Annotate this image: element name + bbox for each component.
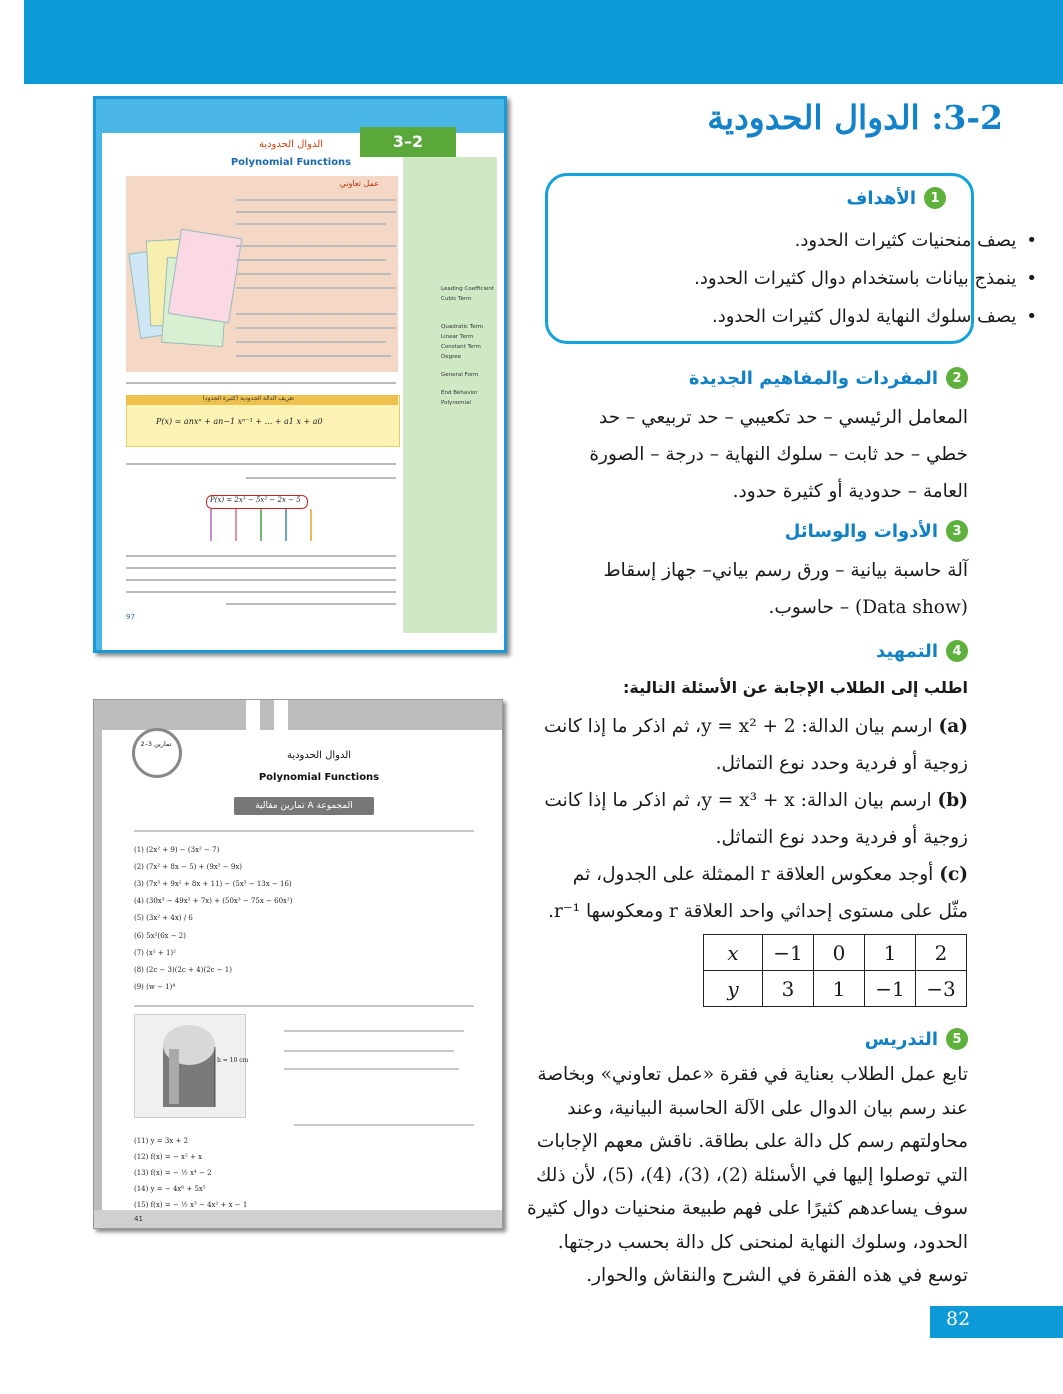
section-title: التمهيد [876, 640, 938, 662]
objectives-heading [846, 187, 946, 209]
objective-item: • يصف سلوك النهاية لدوال كثيرات الحدود. [712, 306, 1037, 327]
text-line: الحدود، وسلوك النهاية لمنحنى كل دالة بحسب درجتها. [557, 1231, 968, 1253]
exercise-item: (13) f(x) = − ½ x⁴ − 2 [134, 1169, 212, 1177]
table-cell: −1 [763, 935, 814, 971]
exercise-item: (14) y = − 4x⁶ + 5x⁵ [134, 1185, 206, 1193]
table-row [704, 971, 967, 1007]
exercise-item: (6) 5x²(6x − 2) [134, 932, 186, 940]
warmup-intro: اطلب إلى الطلاب الإجابة عن الأسئلة التالية: [623, 678, 968, 697]
exercise-item: (4) (30x³ − 49x² + 7x) + (50x³ − 75x − 60x²) [134, 897, 293, 905]
objective-item: • ينمذج بيانات باستخدام دوال كثيرات الحدود. [694, 268, 1037, 289]
thumbnail-title-ar: الدوال الحدودية [258, 139, 324, 150]
exercise-item: (1) (2x² + 9) − (3x² − 7) [134, 846, 220, 854]
thumbnail-title-en: Polynomial Functions [230, 157, 352, 168]
table-cell: 0 [814, 935, 865, 971]
question-a [528, 708, 968, 782]
exercise-item: (12) f(x) = − x² + x [134, 1153, 203, 1161]
lesson-badge: 3–2 [360, 127, 456, 157]
definition-heading: تعريف الدالة الحدودية (كثيرة الحدود) [202, 395, 294, 402]
exercise-group-label: المجموعة A تمارين مقالية [234, 797, 374, 815]
vocabulary-text [538, 399, 968, 510]
thumbnail-left-band [94, 730, 102, 1229]
text-line: ارسم بيان الدالة: y = x³ + x، ثم اذكر ما إذا كانت [544, 790, 932, 811]
section-number: 2 [946, 367, 968, 389]
exercise-item: (5) (3x² + 4x) / 6 [134, 914, 193, 922]
graph-cards-image [134, 229, 232, 359]
exercise-title-ar: الدوال الحدودية [286, 750, 352, 761]
exercise-item: (3) (7x³ + 9x² + 8x + 11) − (5x³ − 13x − 16) [134, 880, 292, 888]
cylinder-photo [134, 1014, 249, 1118]
exercise-page-number: 41 [134, 1215, 143, 1223]
exercise-item: (15) f(x) = − ½ x³ − 4x² + x − 1 [134, 1201, 248, 1209]
relation-table [703, 934, 967, 1007]
section-title: المفردات والمفاهيم الجديدة [688, 367, 938, 389]
header-band [24, 0, 1063, 84]
table-cell: −1 [865, 971, 916, 1007]
question-label: (b) [937, 790, 968, 811]
text-line: العامة – حدودية أو كثيرة حدود. [732, 481, 968, 502]
text-line: أوجد معكوس العلاقة r الممثلة على الجدول، ثم [572, 864, 934, 885]
section-number: 1 [924, 187, 946, 209]
text-line: تابع عمل الطلاب بعناية في فقرة «عمل تعاوني» وبخاصة [537, 1064, 968, 1085]
text-line: عند رسم بيان الدوال على الآلة الحاسبة البيانية، وعند [567, 1097, 968, 1119]
table-cell: 1 [865, 935, 916, 971]
text-line: آلة حاسبة بيانية – ورق رسم بياني– جهاز إسقاط [603, 560, 968, 581]
section-number: 5 [946, 1028, 968, 1050]
text-line: (Data show) – حاسوب. [768, 597, 968, 618]
table-row [704, 935, 967, 971]
table-cell: −3 [916, 971, 967, 1007]
exercise-item: (11) y = 3x + 2 [134, 1137, 189, 1145]
text-line: المعامل الرئيسي – حد تكعيبي – حد تربيعي – حد [598, 407, 968, 428]
vocabulary-heading [689, 367, 968, 389]
text-line: زوجية أو فردية وحدد نوع التماثل. [715, 827, 968, 848]
section-number: 3 [946, 520, 968, 542]
text-line: خطي – حد ثابت – سلوك النهاية – درجة – الصورة [589, 444, 968, 465]
exercise-page-thumbnail [93, 699, 503, 1229]
polynomial-formula: P(x) = anxⁿ + an−1 xⁿ⁻¹ + ... + a1 x + a0 [156, 417, 323, 426]
student-page-number: 97 [126, 613, 135, 621]
text-line: ارسم بيان الدالة: y = x² + 2، ثم اذكر ما إذا كانت [544, 716, 933, 737]
question-c [528, 856, 968, 930]
section-title: التدريس [864, 1028, 938, 1050]
section-number: 4 [946, 640, 968, 662]
table-header-y: y [704, 971, 763, 1007]
page-number: 82 [946, 1308, 971, 1330]
question-label: (c) [939, 864, 968, 885]
thumbnail-top-band [94, 700, 502, 730]
coop-heading: عمل تعاوني [339, 179, 379, 188]
teaching-heading [865, 1028, 968, 1050]
exercise-item: (8) (2c − 3)(2c + 4)(2c − 1) [134, 966, 232, 974]
text-line: التي توصلوا إليها في الأسئلة (2)، (3)، (4)، (5)، لأن ذلك [536, 1164, 968, 1186]
exercise-item: (9) (w − 1)⁴ [134, 983, 176, 991]
table-cell: 2 [916, 935, 967, 971]
table-header-x: x [704, 935, 763, 971]
exercise-badge: تمارين 3–2 [140, 740, 172, 748]
thumbnail-left-band [96, 133, 102, 653]
teaching-text [523, 1058, 968, 1293]
question-b [528, 782, 968, 856]
question-label: (a) [938, 716, 968, 737]
arrows-diagram [196, 509, 326, 549]
thumbnail-bottom-band [94, 1210, 502, 1228]
objective-item: • يصف منحنيات كثيرات الحدود. [795, 230, 1037, 251]
warmup-heading [876, 640, 968, 662]
sidebar-vocab-list: Leading Coefficient Cubic Term Quadratic Term Linear Term Constant Term Degree General Form End Behavior Polynomial [441, 286, 494, 406]
exercise-item: (2) (7x² + 8x − 5) + (9x² − 9x) [134, 863, 242, 871]
text-line: زوجية أو فردية وحدد نوع التماثل. [715, 753, 968, 774]
exercise-item: (7) (x² + 1)² [134, 949, 176, 957]
text-line: توسع في هذه الفقرة في الشرح والنقاش والحوار. [586, 1265, 968, 1286]
page-title: 3-2: الدوال الحدودية [707, 98, 1003, 137]
text-line: محاولتهم رسم كل دالة على بطاقة. ناقش معهم الإجابات [536, 1131, 968, 1152]
text-line: مثّل على مستوى إحداثي واحد العلاقة r ومعكوسها r⁻¹. [548, 901, 968, 922]
tools-text [538, 552, 968, 626]
table-cell: 1 [814, 971, 865, 1007]
text-line: سوف يساعدهم كثيرًا على فهم طبيعة منحنيات دوال كثيرة [527, 1198, 968, 1219]
exercise-title-en: Polynomial Functions [258, 772, 380, 783]
student-page-thumbnail [93, 96, 507, 653]
height-label: h = 10 cm [217, 1057, 249, 1064]
exercise-badge-circle [132, 728, 182, 778]
section-title: الأهداف [846, 187, 916, 209]
tools-heading [785, 520, 968, 542]
example-formula: P(x) = 2x³ − 5x² − 2x − 5 [210, 496, 301, 504]
section-title: الأدوات والوسائل [784, 520, 938, 542]
table-cell: 3 [763, 971, 814, 1007]
